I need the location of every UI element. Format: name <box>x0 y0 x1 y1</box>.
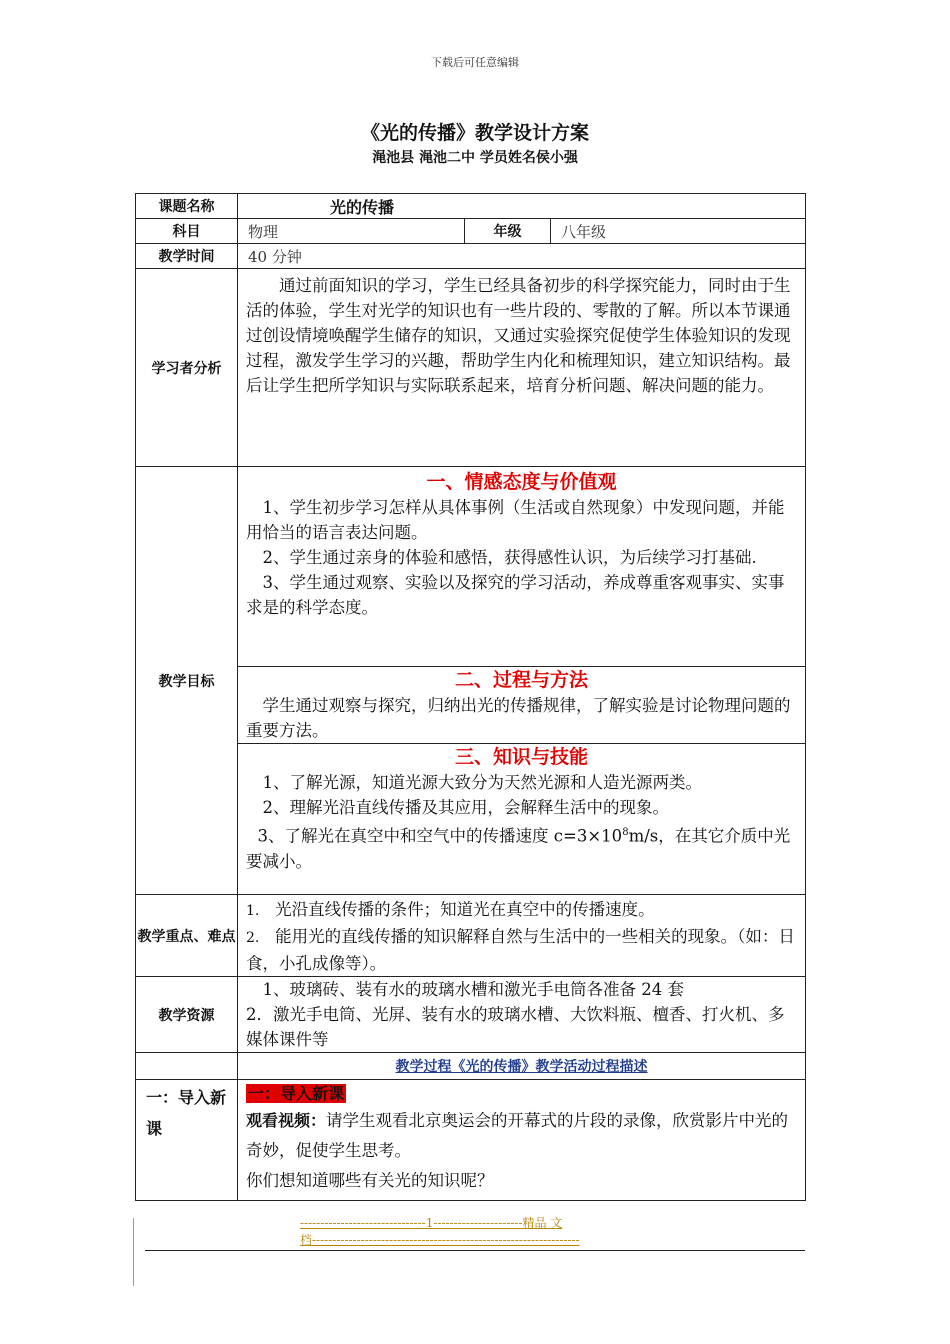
grade-label: 年级 <box>465 219 551 244</box>
key-item-2-num: 2. <box>246 930 260 946</box>
intro-video-label: 观看视频： <box>246 1111 327 1130</box>
document-subtitle: 渑池县 渑池二中 学员姓名侯小强 <box>372 150 578 166</box>
goal1-item-2: 2、学生通过亲身的体验和感悟，获得感性认识，为后续学习打基础. <box>262 548 757 567</box>
row-subject <box>136 219 806 244</box>
goal3-item-1: 1、了解光源，知道光源大致分为天然光源和人造光源两类。 <box>262 773 702 792</box>
header-note: 下载后可任意编辑 <box>431 56 519 69</box>
page-footer <box>300 1214 660 1248</box>
course-label: 课题名称 <box>136 194 238 219</box>
learner-label: 学习者分析 <box>136 269 238 467</box>
intro-label: 一：导入新课 <box>146 1088 227 1138</box>
subject-value: 物理 <box>238 219 465 244</box>
goal3-item-3-exponent: 8 <box>622 827 629 838</box>
goal3-item-3-rest: m/s，在其它介质中光要减小。 <box>246 826 791 871</box>
row-learner <box>136 269 806 467</box>
goal2-title: 二、过程与方法 <box>455 669 589 691</box>
key-points-label: 教学重点、难点 <box>136 895 238 977</box>
subject-label: 科目 <box>136 219 238 244</box>
goal2-text: 学生通过观察与探究，归纳出光的传播规律，了解实验是讨论物理问题的重要方法。 <box>246 696 791 740</box>
key-item-1-text: 光沿直线传播的条件；知道光在真空中的传播速度。 <box>275 900 655 919</box>
margin-line <box>133 1218 134 1286</box>
process-title: 教学过程《光的传播》教学活动过程描述 <box>238 1053 806 1080</box>
row-time <box>136 244 806 269</box>
grade-value: 八年级 <box>551 219 806 244</box>
learner-analysis-text: 通过前面知识的学习，学生已经具备初步的科学探究能力，同时由于生活的体验，学生对光学的知识也有一些片段的、零散的了解。所以本节课通过创设情境唤醒学生储存的知识，又通过实验探究促使学生体验知识的发现过程，激发学生学习的兴趣，帮助学生内化和梳理知识，建立知识结构。最后让学生把所学知识与实际联系起来，培育分析问题、解决问题的能力。 <box>246 276 791 395</box>
key-item-2 <box>246 924 797 976</box>
row-goal1 <box>136 467 806 667</box>
resource-item-1: 1、玻璃砖、装有水的玻璃水槽和激光手电筒各准备 24 套 <box>262 980 684 999</box>
goal1-item-1: 1、学生初步学习怎样从具体事例（生活或自然现象）中发现问题，并能用恰当的语言表达问题。 <box>246 498 785 542</box>
time-value: 40 分钟 <box>238 244 806 269</box>
goals-label: 教学目标 <box>136 467 238 895</box>
footer-line-2: 档------------------------------------------------------------------ <box>300 1233 580 1247</box>
intro-question: 你们想知道哪些有关光的知识呢？ <box>246 1171 494 1190</box>
key-item-1-num: 1. <box>246 903 260 919</box>
row-resources <box>136 977 806 1053</box>
goal3-title: 三、知识与技能 <box>455 746 589 768</box>
row-intro <box>136 1080 806 1201</box>
footer-line-1: -------------------------------1----------------------精品 文 <box>300 1216 563 1230</box>
document-title: 《光的传播》教学设计方案 <box>360 122 589 144</box>
goal3-item-3 <box>246 820 797 874</box>
intro-video <box>246 1106 797 1166</box>
goal3-item-2: 2、理解光沿直线传播及其应用，会解释生活中的现象。 <box>262 798 669 817</box>
time-label: 教学时间 <box>136 244 238 269</box>
lesson-plan-table <box>135 193 806 1201</box>
course-value: 光的传播 <box>238 194 806 219</box>
footer-rule <box>145 1250 805 1251</box>
row-course <box>136 194 806 219</box>
resource-item-2: 2．激光手电筒、光屏、装有水的玻璃水槽、大饮料瓶、檀香、打火机、多媒体课件等 <box>246 1005 785 1049</box>
intro-video-text: 请学生观看北京奥运会的开幕式的片段的录像，欣赏影片中光的奇妙，促使学生思考。 <box>246 1111 789 1160</box>
goal1-title: 一、情感态度与价值观 <box>426 471 617 493</box>
row-key-points <box>136 895 806 977</box>
resources-label: 教学资源 <box>136 977 238 1053</box>
intro-tag: 一：导入新课 <box>248 1084 345 1103</box>
key-item-1 <box>246 897 797 924</box>
goal1-item-3: 3、学生通过观察、实验以及探究的学习活动，养成尊重客观事实、实事求是的科学态度。 <box>246 573 785 617</box>
row-process-title <box>136 1053 806 1080</box>
goal3-item-3-main: 3、了解光在真空中和空气中的传播速度 c=3×10 <box>257 826 623 846</box>
key-item-2-text: 能用光的直线传播的知识解释自然与生活中的一些相关的现象。（如：日食，小孔成像等）。 <box>246 927 795 973</box>
